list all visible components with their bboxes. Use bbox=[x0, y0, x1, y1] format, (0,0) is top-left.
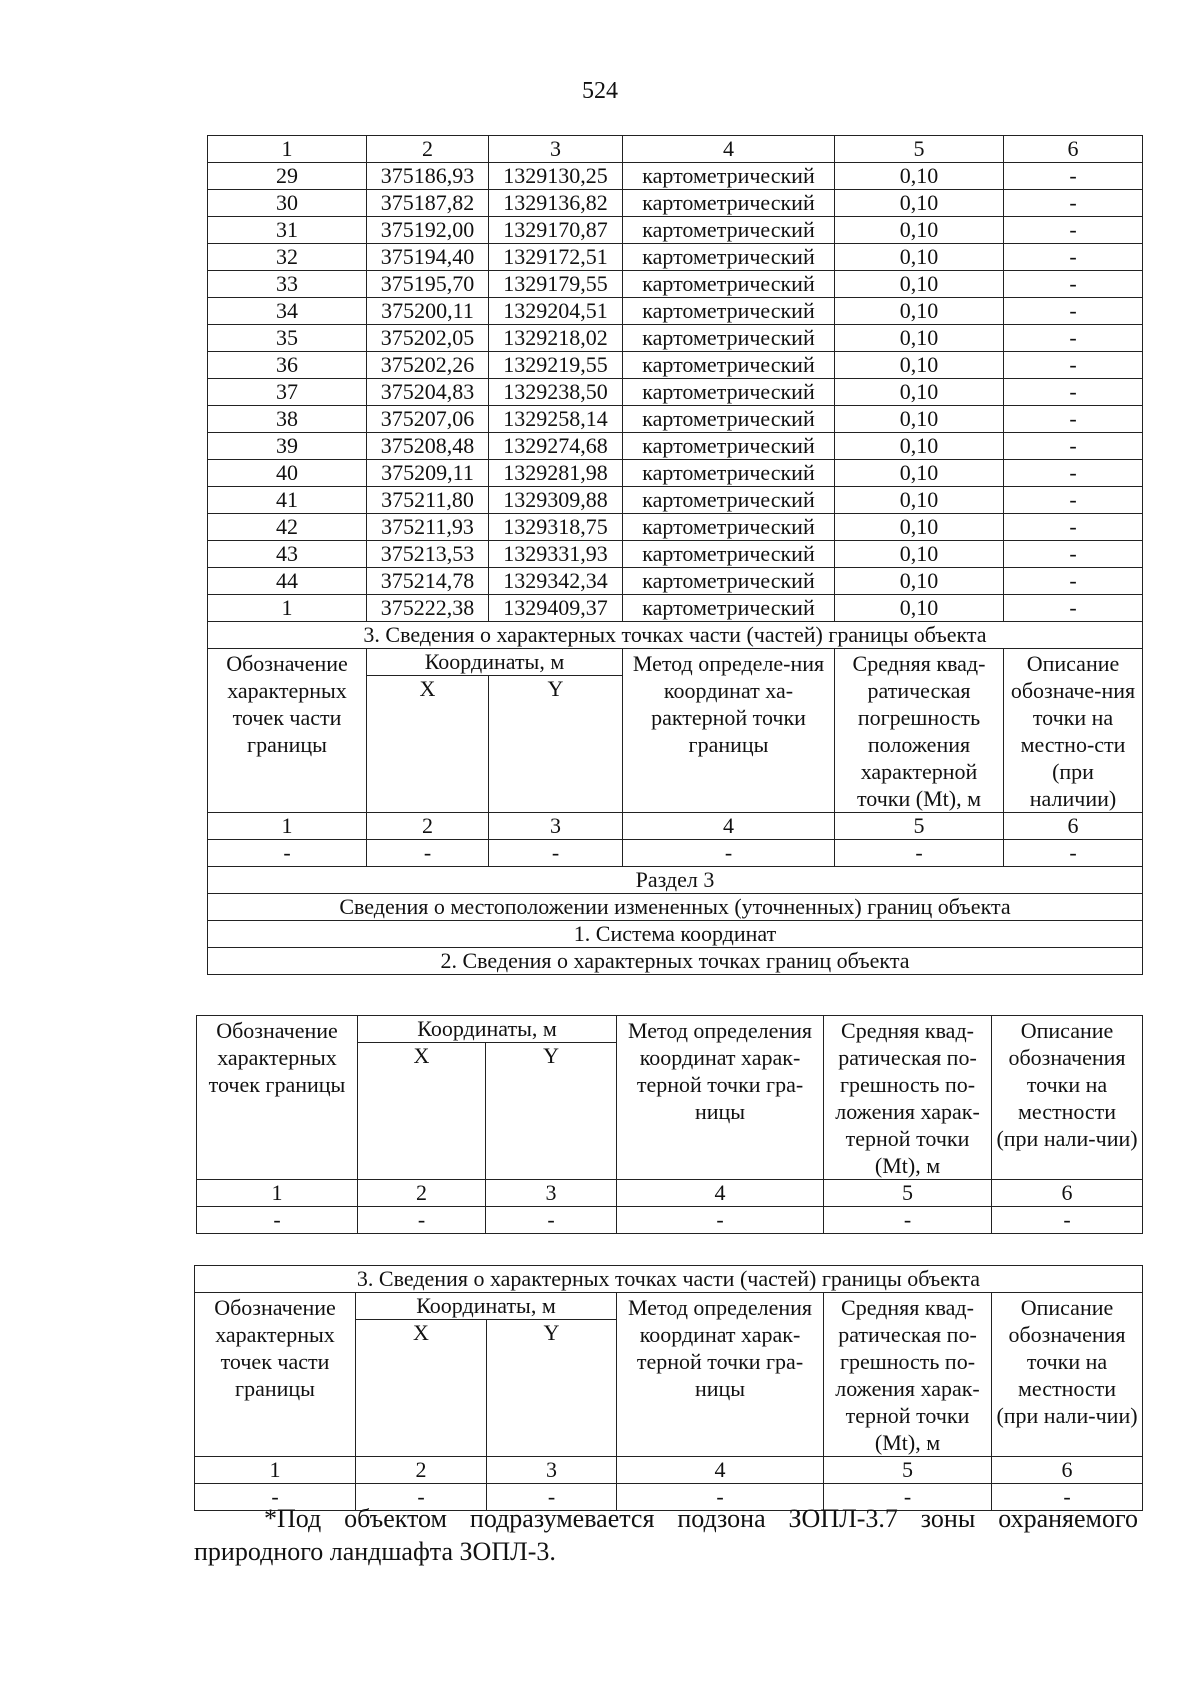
table-cell: 1329331,93 bbox=[489, 541, 623, 568]
table-cell: - bbox=[1004, 514, 1143, 541]
section-c-y-header: Y bbox=[487, 1320, 617, 1457]
table-cell: картометрический bbox=[623, 244, 835, 271]
table-cell: 375200,11 bbox=[367, 298, 489, 325]
points-table-header bbox=[208, 136, 1143, 163]
table-cell: 1329274,68 bbox=[489, 433, 623, 460]
table-cell: картометрический bbox=[623, 325, 835, 352]
section-c-numbers-row bbox=[195, 1457, 1143, 1484]
table-cell: - bbox=[1004, 433, 1143, 460]
table-row bbox=[208, 406, 1143, 433]
empty-value-cell: - bbox=[1004, 840, 1143, 867]
table-cell: 0,10 bbox=[835, 460, 1004, 487]
table-cell: 0,10 bbox=[835, 595, 1004, 622]
section-c-col1-header: Обозначение характерных точек части границы bbox=[195, 1293, 356, 1457]
table-cell: - bbox=[1004, 163, 1143, 190]
table-cell: 37 bbox=[208, 379, 367, 406]
table-cell: 375187,82 bbox=[367, 190, 489, 217]
section-a-dash-row bbox=[208, 840, 1143, 867]
table-cell: 0,10 bbox=[835, 352, 1004, 379]
table-row bbox=[208, 217, 1143, 244]
table-cell: 33 bbox=[208, 271, 367, 298]
table-cell: 43 bbox=[208, 541, 367, 568]
table-cell: 31 bbox=[208, 217, 367, 244]
table-row bbox=[208, 460, 1143, 487]
section-a-col4-header: Метод определе-ния координат ха-рактерной точки границы bbox=[623, 649, 835, 813]
section-a-col6-header: Описание обозначе-ния точки на местно-сти (при наличии) bbox=[1004, 649, 1143, 813]
table-cell: - bbox=[1004, 217, 1143, 244]
column-number-cell: 3 bbox=[489, 136, 623, 163]
table-cell: 32 bbox=[208, 244, 367, 271]
table-row bbox=[208, 514, 1143, 541]
table-row bbox=[208, 568, 1143, 595]
table-cell: 0,10 bbox=[835, 190, 1004, 217]
table-cell: 375204,83 bbox=[367, 379, 489, 406]
column-number-cell: 5 bbox=[835, 136, 1004, 163]
section-c-col6-header: Описание обозначения точки на местности (при нали-чии) bbox=[992, 1293, 1143, 1457]
table-cell: 0,10 bbox=[835, 244, 1004, 271]
table-row bbox=[208, 244, 1143, 271]
table-cell: 375214,78 bbox=[367, 568, 489, 595]
column-number-cell: 1 bbox=[208, 813, 367, 840]
table-cell: 1329204,51 bbox=[489, 298, 623, 325]
column-number-cell: 3 bbox=[486, 1180, 617, 1207]
table-cell: картометрический bbox=[623, 595, 835, 622]
table-cell: 0,10 bbox=[835, 271, 1004, 298]
table-cell: 375213,53 bbox=[367, 541, 489, 568]
table-cell: 0,10 bbox=[835, 163, 1004, 190]
table-cell: 0,10 bbox=[835, 433, 1004, 460]
table-cell: картометрический bbox=[623, 217, 835, 244]
table-cell: 1329170,87 bbox=[489, 217, 623, 244]
section-b-col1-header: Обозначение характерных точек границы bbox=[197, 1016, 358, 1180]
table-cell: 42 bbox=[208, 514, 367, 541]
table-cell: картометрический bbox=[623, 541, 835, 568]
coordinate-system-title: 1. Система координат bbox=[208, 921, 1143, 948]
empty-value-cell: - bbox=[835, 840, 1004, 867]
table-cell: 1329258,14 bbox=[489, 406, 623, 433]
empty-value-cell: - bbox=[197, 1207, 358, 1234]
table-cell: 38 bbox=[208, 406, 367, 433]
empty-value-cell: - bbox=[208, 840, 367, 867]
table-cell: 39 bbox=[208, 433, 367, 460]
table-row bbox=[208, 298, 1143, 325]
column-number-cell: 4 bbox=[623, 813, 835, 840]
section-a-x-header: X bbox=[367, 676, 489, 813]
table-cell: 1329281,98 bbox=[489, 460, 623, 487]
table-cell: - bbox=[1004, 595, 1143, 622]
column-number-cell: 2 bbox=[367, 136, 489, 163]
column-number-cell: 2 bbox=[356, 1457, 487, 1484]
table-row bbox=[208, 595, 1143, 622]
section-b-numbers-row bbox=[197, 1180, 1143, 1207]
section-c-x-header: X bbox=[356, 1320, 487, 1457]
table-cell: - bbox=[1004, 406, 1143, 433]
section-b-dash-row bbox=[197, 1207, 1143, 1234]
table-cell: 375194,40 bbox=[367, 244, 489, 271]
table-cell: 375211,80 bbox=[367, 487, 489, 514]
table-cell: 34 bbox=[208, 298, 367, 325]
table-cell: картометрический bbox=[623, 298, 835, 325]
table-cell: 375208,48 bbox=[367, 433, 489, 460]
section-c-col4-header: Метод определения координат харак-терной точки гра-ницы bbox=[617, 1293, 824, 1457]
table-cell: 0,10 bbox=[835, 541, 1004, 568]
table-cell: 29 bbox=[208, 163, 367, 190]
table-cell: 0,10 bbox=[835, 379, 1004, 406]
table-cell: - bbox=[1004, 271, 1143, 298]
table-cell: - bbox=[1004, 298, 1143, 325]
table-cell: - bbox=[1004, 568, 1143, 595]
table-cell: - bbox=[1004, 325, 1143, 352]
empty-value-cell: - bbox=[367, 840, 489, 867]
table-cell: 40 bbox=[208, 460, 367, 487]
table-cell: 36 bbox=[208, 352, 367, 379]
empty-value-cell: - bbox=[992, 1484, 1143, 1511]
table-cell: картометрический bbox=[623, 271, 835, 298]
column-number-cell: 5 bbox=[835, 813, 1004, 840]
table-cell: 375207,06 bbox=[367, 406, 489, 433]
table-row bbox=[208, 487, 1143, 514]
table-cell: - bbox=[1004, 541, 1143, 568]
column-number-cell: 6 bbox=[992, 1457, 1143, 1484]
section-b-col5-header: Средняя квад-ратическая по-грешность по-ложения харак-терной точки (Mt), м bbox=[824, 1016, 992, 1180]
table-cell: - bbox=[1004, 460, 1143, 487]
table-cell: 375222,38 bbox=[367, 595, 489, 622]
table-cell: картометрический bbox=[623, 514, 835, 541]
empty-value-cell: - bbox=[358, 1207, 486, 1234]
table-cell: 375211,93 bbox=[367, 514, 489, 541]
table-cell: 0,10 bbox=[835, 217, 1004, 244]
table-row bbox=[208, 271, 1143, 298]
table-cell: 35 bbox=[208, 325, 367, 352]
table-cell: картометрический bbox=[623, 163, 835, 190]
section-b-table bbox=[196, 1015, 1143, 1234]
column-number-cell: 1 bbox=[195, 1457, 356, 1484]
table-row bbox=[208, 541, 1143, 568]
table-cell: 1329172,51 bbox=[489, 244, 623, 271]
table-cell: 1329342,34 bbox=[489, 568, 623, 595]
table-cell: 30 bbox=[208, 190, 367, 217]
column-number-cell: 4 bbox=[617, 1180, 824, 1207]
table-cell: 0,10 bbox=[835, 487, 1004, 514]
column-number-cell: 3 bbox=[489, 813, 623, 840]
empty-value-cell: - bbox=[824, 1207, 992, 1234]
column-number-cell: 1 bbox=[208, 136, 367, 163]
table-cell: 1329238,50 bbox=[489, 379, 623, 406]
section-b-col6-header: Описание обозначения точки на местности (при нали-чии) bbox=[992, 1016, 1143, 1180]
column-number-cell: 6 bbox=[1004, 813, 1143, 840]
section-c-title: 3. Сведения о характерных точках части (частей) границы объекта bbox=[195, 1266, 1143, 1293]
column-number-cell: 4 bbox=[617, 1457, 824, 1484]
table-cell: - bbox=[1004, 190, 1143, 217]
table-cell: 1 bbox=[208, 595, 367, 622]
table-cell: 41 bbox=[208, 487, 367, 514]
table-cell: - bbox=[1004, 244, 1143, 271]
section-b-x-header: X bbox=[358, 1043, 486, 1180]
table-cell: 1329219,55 bbox=[489, 352, 623, 379]
section-a-y-header: Y bbox=[489, 676, 623, 813]
section-a-col5-header: Средняя квад-ратическая погрешность положения характерной точки (Mt), м bbox=[835, 649, 1004, 813]
column-number-cell: 1 bbox=[197, 1180, 358, 1207]
points-table bbox=[207, 135, 1143, 975]
table-cell: картометрический bbox=[623, 487, 835, 514]
table-row bbox=[208, 379, 1143, 406]
empty-value-cell: - bbox=[486, 1207, 617, 1234]
table-cell: картометрический bbox=[623, 568, 835, 595]
table-row bbox=[208, 352, 1143, 379]
table-cell: 1329218,02 bbox=[489, 325, 623, 352]
section-b-coords-header: Координаты, м bbox=[358, 1016, 617, 1043]
empty-value-cell: - bbox=[617, 1207, 824, 1234]
table-cell: - bbox=[1004, 379, 1143, 406]
table-cell: 0,10 bbox=[835, 298, 1004, 325]
section-c-coords-header: Координаты, м bbox=[356, 1293, 617, 1320]
empty-value-cell: - bbox=[824, 1484, 992, 1511]
points-table-body bbox=[208, 163, 1143, 622]
empty-value-cell: - bbox=[195, 1484, 356, 1511]
section-c-col5-header: Средняя квад-ратическая по-грешность по-ложения харак-терной точки (Mt), м bbox=[824, 1293, 992, 1457]
empty-value-cell: - bbox=[992, 1207, 1143, 1234]
section-a-title: 3. Сведения о характерных точках части (частей) границы объекта bbox=[208, 622, 1143, 649]
section-a-coords-header: Координаты, м bbox=[367, 649, 623, 676]
table-cell: 375186,93 bbox=[367, 163, 489, 190]
razdel-subtitle: Сведения о местоположении измененных (уточненных) границ объекта bbox=[208, 894, 1143, 921]
table-cell: 1329136,82 bbox=[489, 190, 623, 217]
column-number-cell: 4 bbox=[623, 136, 835, 163]
footnote: *Под объектом подразумевается подзона ЗОПЛ-3.7 зоны охраняемого природного ландшафта ЗОПЛ-3. bbox=[194, 1504, 1138, 1566]
table-cell: 375202,05 bbox=[367, 325, 489, 352]
empty-value-cell: - bbox=[356, 1484, 487, 1511]
table-cell: 1329409,37 bbox=[489, 595, 623, 622]
razdel-title: Раздел 3 bbox=[208, 867, 1143, 894]
table-cell: 375209,11 bbox=[367, 460, 489, 487]
section-b-y-header: Y bbox=[486, 1043, 617, 1180]
page-number: 524 bbox=[582, 78, 618, 104]
table-cell: картометрический bbox=[623, 352, 835, 379]
table-cell: 1329130,25 bbox=[489, 163, 623, 190]
table-row bbox=[208, 190, 1143, 217]
table-cell: 1329309,88 bbox=[489, 487, 623, 514]
table-row bbox=[208, 433, 1143, 460]
section-a-col1-header: Обозначение характерных точек части границы bbox=[208, 649, 367, 813]
empty-value-cell: - bbox=[623, 840, 835, 867]
section-b-title: 2. Сведения о характерных точках границ объекта bbox=[208, 948, 1143, 975]
table-cell: 0,10 bbox=[835, 514, 1004, 541]
table-cell: 0,10 bbox=[835, 568, 1004, 595]
table-cell: 1329179,55 bbox=[489, 271, 623, 298]
column-number-cell: 6 bbox=[1004, 136, 1143, 163]
table-cell: - bbox=[1004, 487, 1143, 514]
column-number-cell: 5 bbox=[824, 1180, 992, 1207]
table-cell: 375202,26 bbox=[367, 352, 489, 379]
column-number-cell: 6 bbox=[992, 1180, 1143, 1207]
table-cell: картометрический bbox=[623, 190, 835, 217]
column-number-cell: 2 bbox=[367, 813, 489, 840]
section-a-numbers-row bbox=[208, 813, 1143, 840]
table-cell: 375195,70 bbox=[367, 271, 489, 298]
table-cell: - bbox=[1004, 352, 1143, 379]
section-b-col4-header: Метод определения координат харак-терной точки гра-ницы bbox=[617, 1016, 824, 1180]
table-header-row bbox=[208, 136, 1143, 163]
table-cell: 375192,00 bbox=[367, 217, 489, 244]
table-cell: картометрический bbox=[623, 379, 835, 406]
table-cell: картометрический bbox=[623, 433, 835, 460]
table-cell: картометрический bbox=[623, 460, 835, 487]
table-row bbox=[208, 163, 1143, 190]
table-cell: картометрический bbox=[623, 406, 835, 433]
table-cell: 44 bbox=[208, 568, 367, 595]
table-cell: 1329318,75 bbox=[489, 514, 623, 541]
empty-value-cell: - bbox=[487, 1484, 617, 1511]
table-cell: 0,10 bbox=[835, 325, 1004, 352]
table-row bbox=[208, 325, 1143, 352]
empty-value-cell: - bbox=[489, 840, 623, 867]
section-c-table bbox=[194, 1265, 1143, 1511]
column-number-cell: 2 bbox=[358, 1180, 486, 1207]
column-number-cell: 5 bbox=[824, 1457, 992, 1484]
table-cell: 0,10 bbox=[835, 406, 1004, 433]
empty-value-cell: - bbox=[617, 1484, 824, 1511]
column-number-cell: 3 bbox=[487, 1457, 617, 1484]
